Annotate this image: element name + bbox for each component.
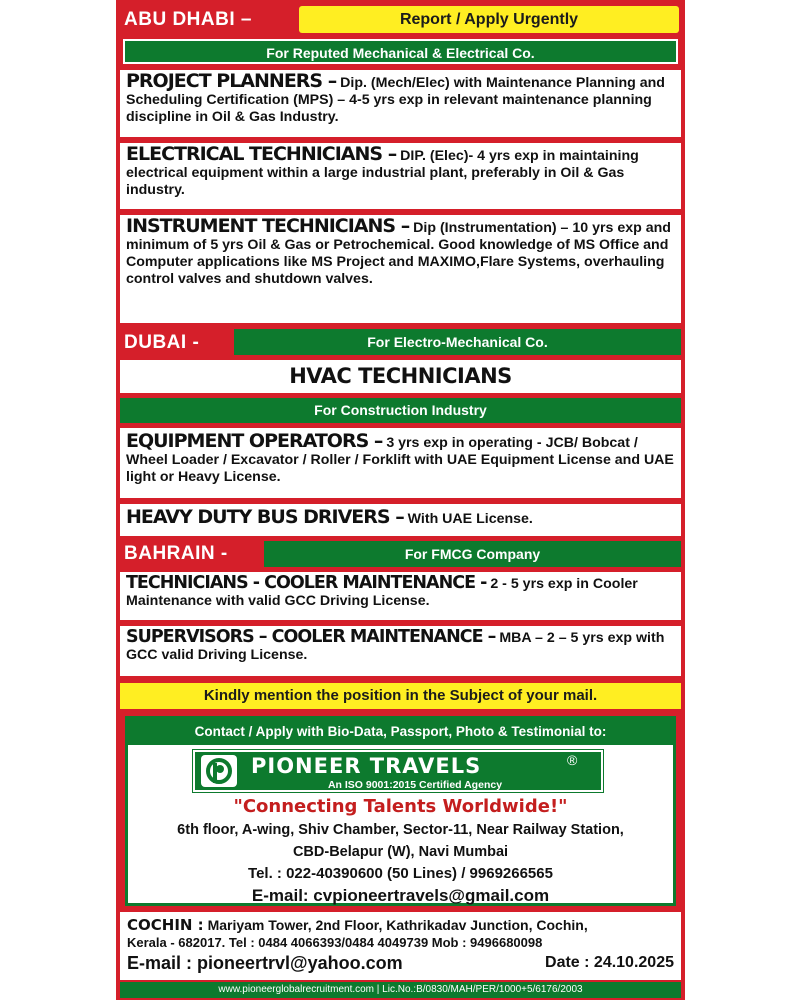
contact-block bbox=[125, 716, 676, 906]
job-title: ELECTRICAL TECHNICIANS – bbox=[126, 143, 397, 165]
job-title: TECHNICIANS - COOLER MAINTENANCE - bbox=[126, 573, 487, 593]
logo-tagline: An ISO 9001:2015 Certified Agency bbox=[327, 779, 503, 791]
job-description: Dip (Instrumentation) – 10 yrs exp and minimum of 5 yrs Oil & Gas or Petrochemical. Good knowledge of MS Office and Computer applications like MS Project and MAXIMO,Flare Systems, overhauling control valves and shutdown valves. bbox=[126, 220, 671, 287]
footer-website-licence: www.pioneerglobalrecruitment.com | Lic.No.:B/0830/MAH/PER/1000+5/6176/2003 bbox=[120, 982, 681, 998]
job-instrument-technicians bbox=[120, 215, 681, 323]
slogan: "Connecting Talents Worldwide!" bbox=[233, 796, 568, 817]
logo-name: PIONEER TRAVELS bbox=[251, 754, 482, 778]
advert-date: Date : 24.10.2025 bbox=[545, 954, 674, 971]
cochin-address-line-2: Kerala - 682017. Tel : 0484 4066393/0484 4049739 Mob : 9496680098 bbox=[127, 935, 543, 950]
location-bahrain: BAHRAIN - bbox=[124, 543, 228, 564]
company-banner-dubai: For Electro-Mechanical Co. bbox=[234, 329, 681, 355]
cochin-office-block bbox=[120, 912, 681, 980]
cochin-label: COCHIN : bbox=[127, 916, 204, 934]
job-equipment-operators bbox=[120, 428, 681, 498]
job-title: PROJECT PLANNERS – bbox=[126, 70, 337, 92]
cochin-address-line-1: Mariyam Tower, 2nd Floor, Kathrikadav Junction, Cochin, bbox=[203, 917, 588, 933]
phone-numbers: Tel. : 022-40390600 (50 Lines) / 9969266565 bbox=[248, 865, 553, 882]
job-title: HEAVY DUTY BUS DRIVERS – bbox=[126, 506, 404, 528]
job-description: MBA – 2 – 5 yrs exp with GCC valid Driving License. bbox=[126, 630, 665, 663]
job-description: With UAE License. bbox=[403, 511, 533, 527]
job-project-planners bbox=[120, 70, 681, 137]
company-banner-abu-dhabi: For Reputed Mechanical & Electrical Co. bbox=[123, 39, 678, 64]
location-dubai: DUBAI - bbox=[124, 332, 200, 353]
job-technicians-cooler-maintenance bbox=[120, 572, 681, 620]
job-heavy-duty-bus-drivers bbox=[120, 504, 681, 536]
job-electrical-technicians bbox=[120, 143, 681, 209]
job-advert-card bbox=[116, 0, 685, 1000]
address-line-2: CBD-Belapur (W), Navi Mumbai bbox=[292, 844, 509, 860]
pioneer-logo-icon bbox=[201, 755, 237, 787]
location-abu-dhabi: ABU DHABI – bbox=[124, 9, 252, 30]
pioneer-travels-logo bbox=[193, 750, 603, 792]
contact-header: Contact / Apply with Bio-Data, Passport, Photo & Testimonial to: bbox=[128, 719, 673, 745]
address-line-1: 6th floor, A-wing, Shiv Chamber, Sector-11, Near Railway Station, bbox=[177, 822, 624, 838]
subject-line-notice: Kindly mention the position in the Subject of your mail. bbox=[120, 683, 681, 709]
job-supervisors-cooler-maintenance bbox=[120, 626, 681, 676]
registered-mark: ® bbox=[567, 752, 578, 768]
company-banner-bahrain: For FMCG Company bbox=[264, 541, 681, 567]
job-title: EQUIPMENT OPERATORS – bbox=[126, 430, 383, 452]
contact-email: E-mail: cvpioneertravels@gmail.com bbox=[251, 886, 550, 905]
job-description: 3 yrs exp in operating - JCB/ Bobcat / Wheel Loader / Excavator / Roller / Forklift with UAE Equipment License and UAE light or Heavy License. bbox=[126, 435, 674, 485]
job-title: SUPERVISORS – COOLER MAINTENANCE – bbox=[126, 627, 496, 647]
job-title: INSTRUMENT TECHNICIANS – bbox=[126, 215, 410, 237]
urgent-banner: Report / Apply Urgently bbox=[299, 6, 679, 33]
cochin-email: E-mail : pioneertrvl@yahoo.com bbox=[127, 953, 403, 973]
industry-banner-construction: For Construction Industry bbox=[120, 398, 681, 423]
job-description: 2 - 5 yrs exp in Cooler Maintenance with valid GCC Driving License. bbox=[126, 576, 638, 609]
hvac-technicians-heading: HVAC TECHNICIANS bbox=[120, 360, 681, 393]
job-description: Dip. (Mech/Elec) with Maintenance Planning and Scheduling Certification (MPS) – 4-5 yrs exp in relevant maintenance planning discipline in Oil & Gas Industry. bbox=[126, 75, 665, 125]
job-description: DIP. (Elec)- 4 yrs exp in maintaining electrical equipment within a large industrial plant, preferably in Oil & Gas industry. bbox=[126, 148, 639, 198]
